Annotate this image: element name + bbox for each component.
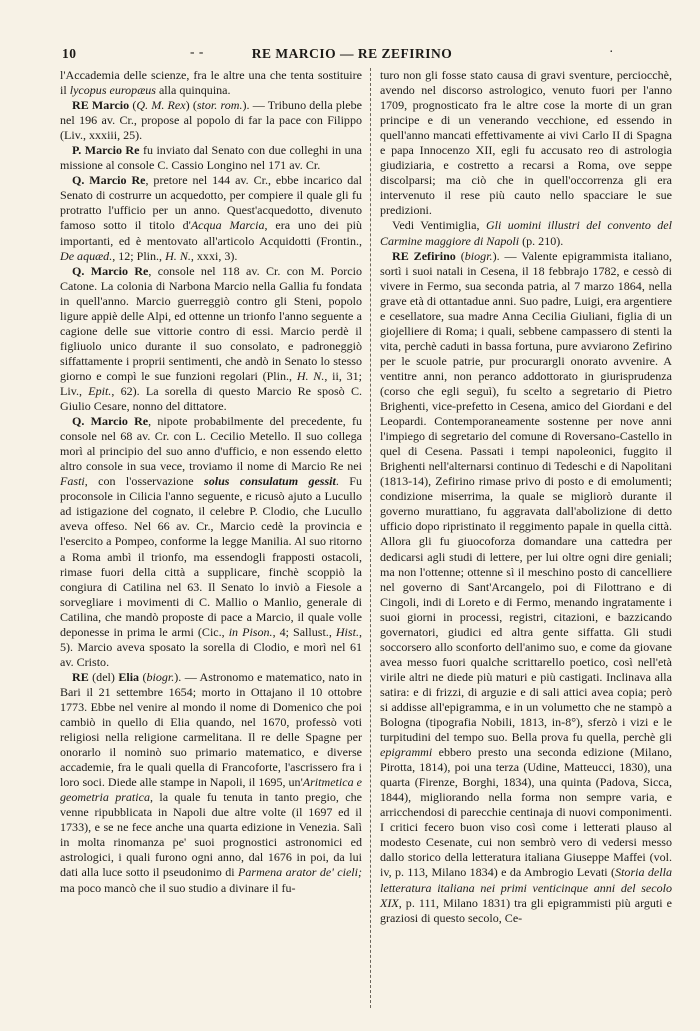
left-column bbox=[60, 68, 362, 896]
entry-paragraph: RE Zefirino (biogr.). — Valente epigrammista italiano, sortì i suoi natali in Cesena, il 18 febbrajo 1782, e cessò di vivere in Fermo, sua seconda patria, al 7 marzo 1864, nella grave età di ottantadue anni. Suo padre, Luigi, era argentiere e cesellatore, sua madre Anna Cecilia Giuliani, figlia di un giojelliere di Roma; i quali, sebbene campassero di stenti la vita, perchè caduti in bassa fortuna, pure avviarono Zefirino per le scuole patrie, pur procurargli onorato avvenire. A ventitre anni, non peranco addottorato in giurisprudenza (corso che egli seguì), fu scelto a segretario di Pietro Brighenti, vice-prefetto in Cesena, amico del Giordani e del Leopardi. Contemporaneamente sostenne per nove anni l'impiego di segretario del comune di Roversano-Castello in quel di Cesena. Passati i tempi napoleonici, fuggito il Brighenti nell'alternarsi continuo di Tedeschi e di Napolitani (1813-14), Zefirino rimase privo di posto e di emolumenti; condizione miserrima, la quale se migliorò durante il governo murattiano, fu aggravata dall'abolizione di detto ufficio dopo ripristinato il reggimento papale in quella città. Allora gli fu giuocoforza domandare una cattedra per dedicarsi agli studi di lettere, per lui oltre ogni dire geniali; ma non l'ottenne; ottenne sì il meschino posto di cancelliere nel governo di Sant'Arcangelo, poi di Filottrano e di Cingoli, indi di Loreto e di Fermo, menando ingratamente i suoi giorni in processi, registri, citazioni, e bazzicando governatori, giudici ed altra gente siffatta. Gli studi soccorsero allo sconforto dell'animo suo, e come da giovane avea messo fuori qualche scrittarello poetico, così nell'età virile altri ne diede più maturi e più castigati. Inclinava alla satira: e di frizzi, di arguzie e di sali attici avea copia; però si addisse all'epigramma, e in un volumetto che ne stampò a Bologna (tipografia Nobili, 1813, in-8°), sferzò i vizi e le turpitudini del tempo suo. Bella prova fu quella, perchè gli epigrammi ebbero presto una seconda edizione (Milano, Pirotta, 1814), poi una terza (Udine, Matteucci, 1830), una quarta (Firenze, Borghi, 1834), una quinta (Padova, Sicca, 1844), migliorando nella forma non sempre varia, e arricchendosi di parecchie centinaja di nuovi componimenti. I critici fecero buon viso così come i letterati plauso al modesto Cesenate, cui non sembrò vero di vedersi messo dallo storico della letteratura italiana Giuseppe Maffei (vol. iv, p. 113, Milano 1834) e da Ambrogio Levati (Storia della letteratura italiana nei primi venticinque anni del secolo XIX, p. 111, Milano 1831) tra gli epigrammisti più arguti e graziosi di questo secolo, Ce- bbox=[380, 248, 672, 925]
entry-paragraph: RE Marcio (Q. M. Rex) (stor. rom.). — Tribuno della plebe nel 196 av. Cr., propose al popolo di far la pace con Filippo (Liv., xxxiii, 25). bbox=[60, 98, 362, 143]
entry-paragraph: Q. Marcio Re, pretore nel 144 av. Cr., ebbe incarico dal Senato di costrurre un acquedotto, per compiere il quale gli fu protratto l'ufficio per un anno. Quest'acquedotto, divenuto famoso sotto il titolo d'Acqua Marcia, era uno dei più importanti, ed è mentovato all'articolo Acquidotti (Frontin., De aquæd., 12; Plin., H. N., xxxi, 3). bbox=[60, 173, 363, 263]
entry-paragraph: turo non gli fosse stato causa di gravi sventure, perciocchè, avendo nel discorso astrologico, venuto fuori per l'anno 1709, prognosticato fra le altre cose la morte di un gran principe e di un venerando vecchione, ed essendo in quell'anno mancati effettivamente ai vivi Carlo II di Spagna e papa Innocenzo XII, egli fu accusato reo di astrologia giudiziaria, e costretto a recarsi a Roma, ove seppe discolparsi; ma ciò che in quell'occorrenza gli era intervenuto il rese più cauto nello spacciare le sue predizioni. bbox=[380, 68, 672, 218]
column-divider bbox=[370, 68, 371, 1008]
running-title: RE MARCIO — RE ZEFIRINO bbox=[251, 46, 453, 61]
page-header bbox=[62, 44, 642, 64]
entry-paragraph: RE (del) Elia (biogr.). — Astronomo e matematico, nato in Bari il 21 settembre 1654; morto in Ottajano il 10 ottobre 1773. Ebbe nel venire al mondo il nome di Domenico che poi cambiò in quello di Elia quando, nel 1670, professò voti religiosi nella religione carmelitana. Il re delle Spagne per onorarlo il nominò suo primario matematico, e diverse accademie, fra le quali quella di Francoforte, l'ascrissero fra i loro soci. Diede alle stampe in Napoli, il 1695, un'Aritmetica e geometria pratica, la quale fu tenuta in tanto pregio, che venne ripubblicata in Napoli due altre volte (il 1697 ed il 1733), e se ne fece anche una quarta edizione in Venezia. Salì in molta rinomanza pe' suoi prognostici astronomici ed astrologici, i quali furono ogni anno, dal 1676 in poi, da lui dati alla luce sotto il pseudonimo di Parmena arator de' cieli; ma poco mancò che il suo studio a divinare il fu- bbox=[60, 669, 363, 895]
entry-paragraph: Vedi Ventimiglia, Gli uomini illustri del convento del Carmine maggiore di Napoli (p. 210). bbox=[380, 218, 672, 248]
header-ornament-right: · bbox=[609, 44, 614, 59]
entry-paragraph: P. Marcio Re fu inviato dal Senato con due colleghi in una missione al console C. Cassio Longino nel 171 av. Cr. bbox=[60, 143, 362, 173]
entry-paragraph: Q. Marcio Re, nipote probabilmente del precedente, fu console nel 68 av. Cr. con L. Cecilio Metello. Il suo collega morì al principio del suo anno d'ufficio, e non essendo eletto altro console in sua vece, troviamo il nome di Marcio Re nei Fasti, con l'osservazione solus consulatum gessit. Fu proconsole in Cilicia l'anno seguente, e ricusò ajuto a Lucullo ad istigazione del cognato, il celebre P. Clodio, che Lucullo aveva offeso. Nel 66 av. Cr., Marcio cedè la provincia e l'esercito a Pompeo, conforme la legge Manilia. Al suo ritorno a Roma ambì il trionfo, ma essendogli frapposti ostacoli, rimase fuori della città a supplicare, finchè scoppiò la congiura di Catilina nel 63. Il Senato lo inviò a Fiesole a sorvegliare i movimenti di C. Mallio o Manlio, generale di Catilina, che mandò proposte di pace a Marcio, il quale volle deponesse in prima le armi (Cic., in Pison., 4; Sallust., Hist., 5). Marcio aveva sposato la sorella di Clodio, e morì nel 61 av. Cristo. bbox=[60, 414, 362, 669]
right-column bbox=[380, 68, 672, 926]
header-ornament-left: - - bbox=[190, 44, 204, 59]
entry-paragraph: l'Accademia delle scienze, fra le altre una che tenta sostituire il lycopus europæus alla quinquina. bbox=[60, 68, 362, 98]
page-number: 10 bbox=[62, 46, 77, 61]
entry-paragraph: Q. Marcio Re, console nel 118 av. Cr. con M. Porcio Catone. La colonia di Narbona Marcio nella Gallia fu fondata in quell'anno. Marcio guerreggiò contro gli Steni, popolo ligure appiè delle Alpi, ed ottenne un trionfo l'anno seguente a cagione delle sue vittorie contro di essi. Marcio perdè il figliuolo unico durante il suo consolato, e padroneggiò siffattamente i proprii sentimenti, che andò in Senato lo stesso giorno e compì le sue funzioni regolari (Plin., H. N., ii, 31; Liv., Epit., 62). La sorella di questo Marcio Re sposò C. Giulio Cesare, nonno del dittatore. bbox=[60, 263, 362, 414]
